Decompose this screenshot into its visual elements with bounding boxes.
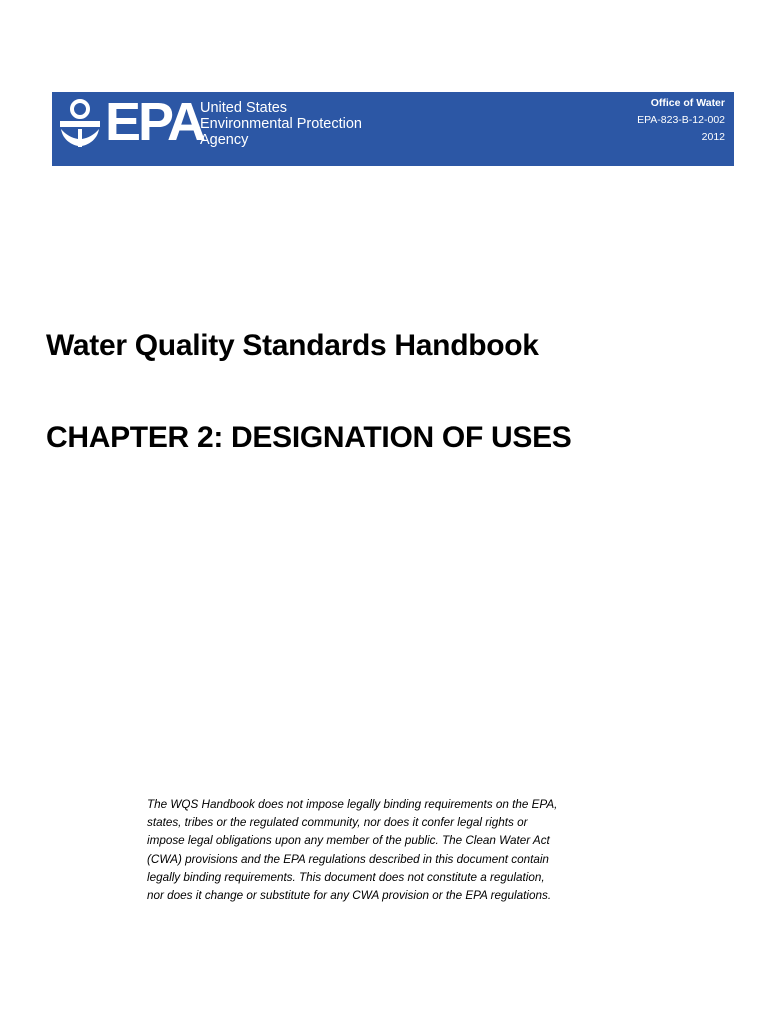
agency-name-line: Agency: [200, 132, 249, 148]
document-number: EPA-823-B-12-002: [637, 114, 725, 126]
epa-logo-wordmark: EPA: [105, 92, 204, 152]
agency-name: [200, 100, 362, 148]
agency-name-line: United States: [200, 100, 288, 116]
publication-year: 2012: [701, 131, 725, 143]
disclaimer-line: nor does it change or substitute for any CWA provision or the EPA regulations.: [147, 889, 552, 903]
disclaimer-line: states, tribes or the regulated community, nor does it confer legal rights or: [147, 816, 528, 830]
disclaimer-line: legally binding requirements. This document does not constitute a regulation,: [147, 870, 545, 884]
chapter-title: CHAPTER 2: DESIGNATION OF USES: [46, 421, 572, 454]
epa-flower-icon: [59, 99, 101, 149]
document-title: Water Quality Standards Handbook: [46, 329, 539, 362]
agency-name-line: Environmental Protection: [200, 116, 362, 132]
epa-header-banner: [52, 92, 734, 166]
disclaimer-line: The WQS Handbook does not impose legally binding requirements on the EPA,: [147, 798, 558, 811]
document-info: [637, 95, 725, 146]
disclaimer-line: (CWA) provisions and the EPA regulations described in this document contain: [147, 852, 549, 866]
disclaimer-text: [147, 796, 617, 905]
office-name: Office of Water: [650, 97, 725, 109]
disclaimer-line: impose legal obligations upon any member of the public. The Clean Water Act: [147, 834, 550, 848]
